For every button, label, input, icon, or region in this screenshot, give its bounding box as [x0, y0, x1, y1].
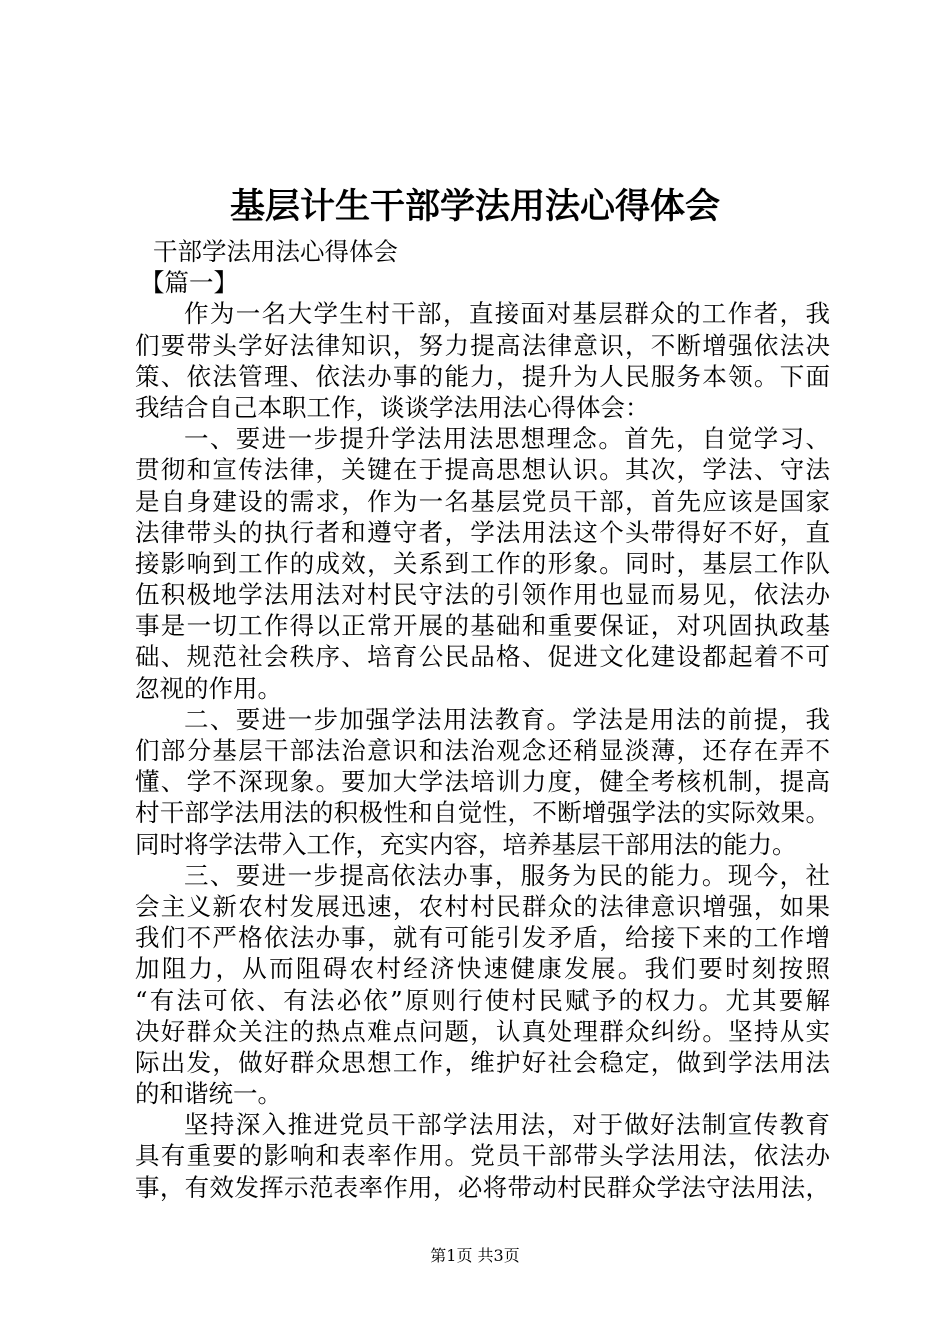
- paragraph-line: 决好群众关注的热点难点问题，认真处理群众纠纷。坚持从实: [135, 1016, 830, 1046]
- paragraph-line: 伍积极地学法用法对村民守法的引领作用也显而易见，依法办: [135, 580, 830, 610]
- paragraph-line: 们部分基层干部法治意识和法治观念还稍显淡薄，还存在弄不: [135, 736, 830, 765]
- section-label: 【篇一】: [140, 268, 238, 298]
- document-body: [135, 236, 830, 1203]
- paragraph-line: 具有重要的影响和表率作用。党员干部带头学法用法，依法办: [135, 1141, 830, 1171]
- paragraph-line: 一、要进一步提升学法用法思想理念。首先，自觉学习、: [184, 424, 830, 454]
- paragraph-line: 三、要进一步提高依法办事，服务为民的能力。现今，社: [184, 860, 830, 890]
- paragraph-line: 事，有效发挥示范表率作用，必将带动村民群众学法守法用法，: [135, 1172, 830, 1202]
- paragraph-line: “有法可依、有法必依”原则行使村民赋予的权力。尤其要解: [135, 985, 830, 1015]
- paragraph-line: 础、规范社会秩序、培育公民品格、促进文化建设都起着不可: [135, 642, 830, 672]
- paragraph-line: 们要带头学好法律知识，努力提高法律意识，不断增强依法决: [135, 330, 830, 360]
- paragraph-line: 加阻力，从而阻碍农村经济快速健康发展。我们要时刻按照: [135, 954, 830, 984]
- paragraph-line: 二、要进一步加强学法用法教育。学法是用法的前提，我: [184, 704, 830, 734]
- paragraph-line: 作为一名大学生村干部，直接面对基层群众的工作者，我: [184, 299, 830, 329]
- paragraph-line: 忽视的作用。: [135, 673, 282, 703]
- document-title: 基层计生干部学法用法心得体会: [229, 186, 720, 227]
- paragraph-line: 会主义新农村发展迅速，农村村民群众的法律意识增强，如果: [135, 891, 830, 921]
- document-subtitle: 干部学法用法心得体会: [153, 237, 398, 266]
- paragraph-line: 我结合自己本职工作，谈谈学法用法心得体会：: [135, 392, 650, 422]
- paragraph-line: 法律带头的执行者和遵守者，学法用法这个头带得好不好，直: [135, 517, 830, 547]
- paragraph-line: 际出发，做好群众思想工作，维护好社会稳定，做到学法用法: [135, 1047, 830, 1077]
- paragraph-line: 是自身建设的需求，作为一名基层党员干部，首先应该是国家: [135, 486, 830, 516]
- paragraph-line: 我们不严格依法办事，就有可能引发矛盾，给接下来的工作增: [135, 923, 830, 953]
- paragraph-line: 懂、学不深现象。要加大学法培训力度，健全考核机制，提高: [135, 767, 830, 797]
- paragraph-line: 策、依法管理、依法办事的能力，提升为人民服务本领。下面: [135, 361, 830, 391]
- paragraph-line: 的和谐统一。: [135, 1079, 282, 1109]
- page-footer: 第1页 共3页: [430, 1246, 520, 1265]
- paragraph-line: 接影响到工作的成效，关系到工作的形象。同时，基层工作队: [135, 548, 830, 578]
- paragraph-line: 贯彻和宣传法律，关键在于提高思想认识。其次，学法、守法: [135, 455, 830, 485]
- paragraph-line: 事是一切工作得以正常开展的基础和重要保证，对巩固执政基: [135, 611, 830, 641]
- paragraph-line: 同时将学法带入工作，充实内容，培养基层干部用法的能力。: [135, 829, 797, 859]
- paragraph-line: 坚持深入推进党员干部学法用法，对于做好法制宣传教育: [184, 1110, 830, 1140]
- paragraph-line: 村干部学法用法的积极性和自觉性，不断增强学法的实际效果。: [135, 798, 830, 828]
